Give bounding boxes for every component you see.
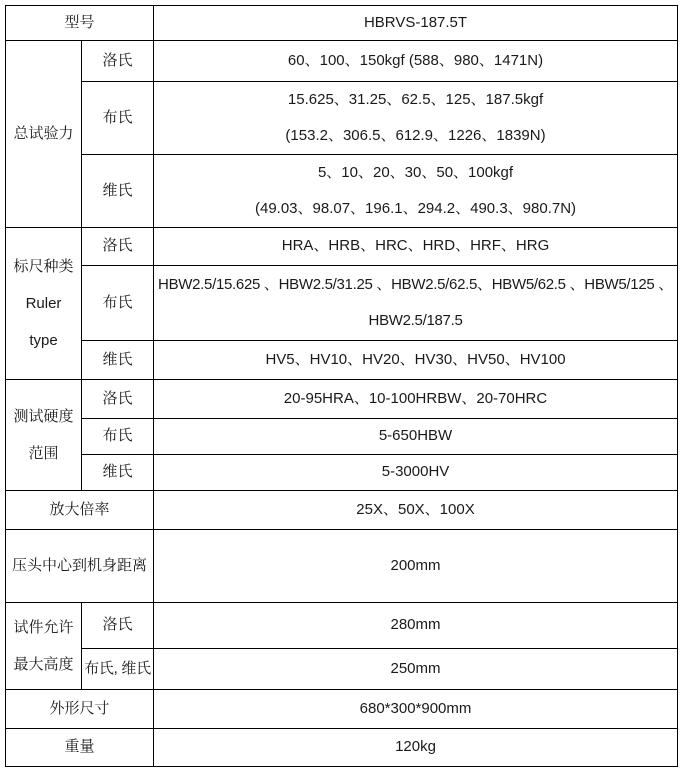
range-brinell-value: 5-650HBW	[154, 419, 678, 455]
total-force-rockwell-label: 洛氏	[82, 41, 154, 82]
model-value: HBRVS-187.5T	[154, 6, 678, 41]
ruler-type-label-line3: type	[29, 332, 58, 349]
row-ruler-brinell	[6, 266, 678, 341]
total-force-brinell-line2: (153.2、306.5、612.9、1226、1839N)	[285, 127, 546, 144]
total-force-vickers-line2: (49.03、98.07、196.1、294.2、490.3、980.7N)	[254, 200, 577, 217]
row-magnification	[6, 491, 678, 530]
row-total-force-rockwell	[6, 41, 678, 82]
range-brinell-label: 布氏	[82, 419, 154, 455]
total-force-brinell-value	[154, 82, 678, 155]
max-height-rockwell-label: 洛氏	[82, 603, 154, 649]
total-force-group-label: 总试验力	[6, 41, 82, 228]
row-range-vickers	[6, 455, 678, 491]
ruler-type-label-line2: Ruler	[25, 295, 62, 312]
range-rockwell-label: 洛氏	[82, 380, 154, 419]
ruler-vickers-value: HV5、HV10、HV20、HV30、HV50、HV100	[154, 341, 678, 380]
total-force-brinell-line1: 15.625、31.25、62.5、125、187.5kgf	[287, 91, 544, 108]
total-force-vickers-line1: 5、10、20、30、50、100kgf	[317, 164, 514, 181]
ruler-vickers-label: 维氏	[82, 341, 154, 380]
row-max-height-rockwell	[6, 603, 678, 649]
max-height-brinell-vickers-value: 250mm	[154, 649, 678, 690]
total-force-vickers-value	[154, 155, 678, 228]
indenter-distance-label: 压头中心到机身距离	[6, 530, 154, 603]
ruler-rockwell-label: 洛氏	[82, 228, 154, 266]
hardness-range-label-line2: 范围	[28, 445, 59, 462]
hardness-range-label-line1: 测试硬度	[13, 408, 74, 425]
row-model	[6, 6, 678, 41]
magnification-label: 放大倍率	[6, 491, 154, 530]
total-force-vickers-label: 维氏	[82, 155, 154, 228]
total-force-brinell-label: 布氏	[82, 82, 154, 155]
row-total-force-vickers	[6, 155, 678, 228]
ruler-brinell-value	[154, 266, 678, 341]
max-height-brinell-vickers-label: 布氏, 维氏	[82, 649, 154, 690]
row-total-force-brinell	[6, 82, 678, 155]
max-height-rockwell-value: 280mm	[154, 603, 678, 649]
hardness-range-group-label	[6, 380, 82, 491]
magnification-value: 25X、50X、100X	[154, 491, 678, 530]
row-range-brinell	[6, 419, 678, 455]
max-height-label-line2: 最大高度	[13, 656, 74, 673]
ruler-type-label-line1: 标尺种类	[13, 258, 74, 275]
row-weight	[6, 729, 678, 767]
ruler-brinell-label: 布氏	[82, 266, 154, 341]
row-max-height-brinell-vickers	[6, 649, 678, 690]
ruler-brinell-line1: HBW2.5/15.625 、HBW2.5/31.25 、HBW2.5/62.5、HBW5/62.5 、HBW5/125 、	[158, 276, 673, 293]
dimensions-label: 外形尺寸	[6, 690, 154, 729]
model-label: 型号	[6, 6, 154, 41]
range-vickers-label: 维氏	[82, 455, 154, 491]
ruler-brinell-line2: HBW2.5/187.5	[368, 312, 463, 329]
row-ruler-rockwell	[6, 228, 678, 266]
total-force-rockwell-value: 60、100、150kgf (588、980、1471N)	[154, 41, 678, 82]
range-rockwell-value: 20-95HRA、10-100HRBW、20-70HRC	[154, 380, 678, 419]
row-range-rockwell	[6, 380, 678, 419]
max-height-label-line1: 试件允许	[13, 619, 74, 636]
weight-value: 120kg	[154, 729, 678, 767]
max-height-group-label	[6, 603, 82, 690]
range-vickers-value: 5-3000HV	[154, 455, 678, 491]
weight-label: 重量	[6, 729, 154, 767]
row-ruler-vickers	[6, 341, 678, 380]
row-dimensions	[6, 690, 678, 729]
row-indenter-distance	[6, 530, 678, 603]
dimensions-value: 680*300*900mm	[154, 690, 678, 729]
ruler-type-group-label	[6, 228, 82, 380]
spec-table	[5, 5, 678, 767]
ruler-rockwell-value: HRA、HRB、HRC、HRD、HRF、HRG	[154, 228, 678, 266]
indenter-distance-value: 200mm	[154, 530, 678, 603]
